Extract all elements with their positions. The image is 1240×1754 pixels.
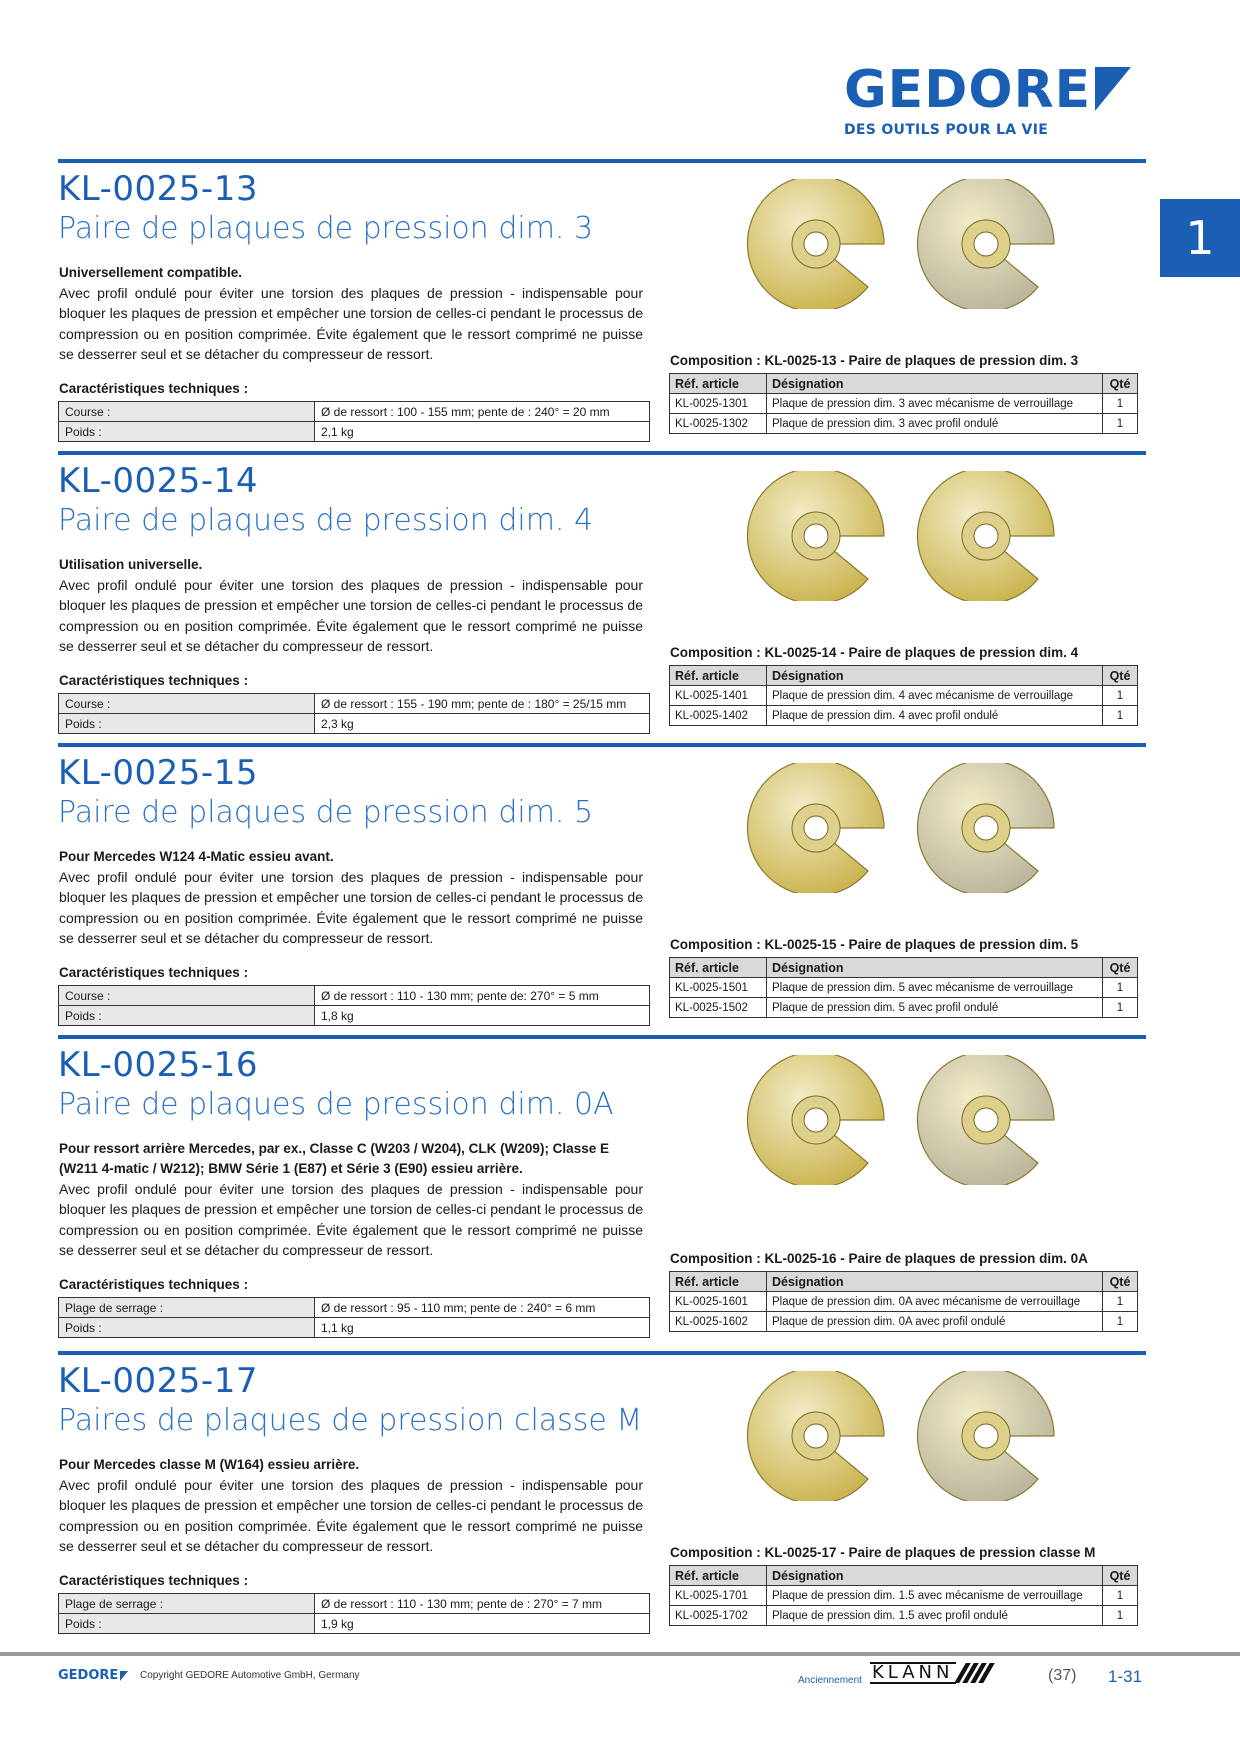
footer-logo <box>58 1668 128 1683</box>
formerly-label: Anciennement <box>798 1675 862 1686</box>
col-designation-header: Désignation <box>767 1272 1103 1292</box>
specs-table <box>58 985 650 1026</box>
article-qty: 1 <box>1103 978 1138 998</box>
spec-row <box>59 986 650 1006</box>
article-ref: KL-0025-1302 <box>670 414 767 434</box>
specs-table <box>58 1593 650 1634</box>
article-qty: 1 <box>1103 1606 1138 1626</box>
composition-row <box>670 1606 1138 1626</box>
spec-row <box>59 1614 650 1634</box>
article-designation: Plaque de pression dim. 0A avec mécanisme de verrouillage <box>767 1292 1103 1312</box>
composition-header-row <box>670 1566 1138 1586</box>
composition-row <box>670 414 1138 434</box>
spec-value: Ø de ressort : 110 - 130 mm; pente de : 270° = 7 mm <box>315 1594 650 1614</box>
article-qty: 1 <box>1103 998 1138 1018</box>
spec-key: Poids : <box>59 1006 315 1026</box>
specs-table <box>58 1297 650 1338</box>
composition-title: Composition : KL-0025-15 - Paire de plaques de pression dim. 5 <box>670 937 1079 952</box>
col-ref-header: Réf. article <box>670 958 767 978</box>
article-designation: Plaque de pression dim. 4 avec profil ondulé <box>767 706 1103 726</box>
article-designation: Plaque de pression dim. 4 avec mécanisme de verrouillage <box>767 686 1103 706</box>
article-ref: KL-0025-1502 <box>670 998 767 1018</box>
spec-value: Ø de ressort : 155 - 190 mm; pente de : 180° = 25/15 mm <box>315 694 650 714</box>
composition-title: Composition : KL-0025-14 - Paire de plaques de pression dim. 4 <box>670 645 1079 660</box>
plate-wave-image-1 <box>906 471 1066 601</box>
col-ref-header: Réf. article <box>670 1566 767 1586</box>
spec-key: Poids : <box>59 1614 315 1634</box>
col-designation-header: Désignation <box>767 1566 1103 1586</box>
article-qty: 1 <box>1103 414 1138 434</box>
spec-value: 1,9 kg <box>315 1614 650 1634</box>
product-lead: Universellement compatible. <box>59 265 243 280</box>
product-title: Paire de plaques de pression dim. 3 <box>58 211 594 246</box>
spec-row <box>59 694 650 714</box>
copyright-text: Copyright GEDORE Automotive GmbH, Germany <box>140 1670 360 1681</box>
col-ref-header: Réf. article <box>670 666 767 686</box>
product-description: Avec profil ondulé pour éviter une torsion des plaques de pression - indispensable pour bloquer les plaques de pression et empêcher une torsion de celles-ci pendant le processus de compression ou en position comprimée. Évite également que le ressort comprimé ne puisse se desserrer seul et se détacher du compresseur de ressort. <box>59 1181 643 1258</box>
spec-row <box>59 1298 650 1318</box>
spec-row <box>59 1006 650 1026</box>
col-qty-header: Qté <box>1103 1272 1138 1292</box>
composition-table <box>669 1271 1138 1332</box>
composition-header-row <box>670 666 1138 686</box>
product-photos <box>736 1371 1076 1501</box>
specs-table <box>58 401 650 442</box>
klann-stripes-icon <box>960 1663 992 1683</box>
spec-value: Ø de ressort : 110 - 130 mm; pente de: 270° = 5 mm <box>315 986 650 1006</box>
product-title: Paire de plaques de pression dim. 5 <box>58 795 594 830</box>
composition-header-row <box>670 958 1138 978</box>
spec-value: Ø de ressort : 95 - 110 mm; pente de : 240° = 6 mm <box>315 1298 650 1318</box>
article-designation: Plaque de pression dim. 3 avec mécanisme de verrouillage <box>767 394 1103 414</box>
product-section <box>0 743 1240 1033</box>
composition-row <box>670 1312 1138 1332</box>
gedore-logo <box>844 62 1144 138</box>
plate-locking-image-0 <box>736 179 896 309</box>
article-designation: Plaque de pression dim. 1.5 avec mécanisme de verrouillage <box>767 1586 1103 1606</box>
spec-value: Ø de ressort : 100 - 155 mm; pente de : 240° = 20 mm <box>315 402 650 422</box>
article-qty: 1 <box>1103 394 1138 414</box>
article-qty: 1 <box>1103 1312 1138 1332</box>
brand-flag-icon <box>1095 67 1131 111</box>
product-section <box>0 159 1240 449</box>
spec-row <box>59 402 650 422</box>
article-ref: KL-0025-1701 <box>670 1586 767 1606</box>
col-ref-header: Réf. article <box>670 374 767 394</box>
chapter-tab[interactable]: 1 <box>1160 199 1240 277</box>
product-description: Avec profil ondulé pour éviter une torsion des plaques de pression - indispensable pour bloquer les plaques de pression et empêcher une torsion de celles-ci pendant le processus de compression ou en position comprimée. Évite également que le ressort comprimé ne puisse se desserrer seul et se détacher du compresseur de ressort. <box>59 869 643 946</box>
article-qty: 1 <box>1103 1586 1138 1606</box>
plate-wave-image-3 <box>906 1055 1066 1185</box>
product-code: KL-0025-14 <box>58 461 258 501</box>
article-designation: Plaque de pression dim. 0A avec profil ondulé <box>767 1312 1103 1332</box>
footer-brand: GEDORE <box>58 1668 119 1683</box>
composition-title: Composition : KL-0025-13 - Paire de plaques de pression dim. 3 <box>670 353 1079 368</box>
section-divider <box>58 159 1146 163</box>
footer-flag-icon <box>120 1671 128 1681</box>
product-code: KL-0025-17 <box>58 1361 258 1401</box>
product-code: KL-0025-13 <box>58 169 258 209</box>
product-code: KL-0025-15 <box>58 753 258 793</box>
product-title: Paire de plaques de pression dim. 0A <box>58 1087 614 1122</box>
product-section <box>0 451 1240 741</box>
specs-heading: Caractéristiques techniques : <box>59 381 249 396</box>
composition-row <box>670 1586 1138 1606</box>
composition-table <box>669 957 1138 1018</box>
product-lead: Utilisation universelle. <box>59 557 203 572</box>
product-description: Avec profil ondulé pour éviter une torsion des plaques de pression - indispensable pour bloquer les plaques de pression et empêcher une torsion de celles-ci pendant le processus de compression ou en position comprimée. Évite également que le ressort comprimé ne puisse se desserrer seul et se détacher du compresseur de ressort. <box>59 577 643 654</box>
col-qty-header: Qté <box>1103 666 1138 686</box>
composition-row <box>670 1292 1138 1312</box>
product-description: Avec profil ondulé pour éviter une torsion des plaques de pression - indispensable pour bloquer les plaques de pression et empêcher une torsion de celles-ci pendant le processus de compression ou en position comprimée. Évite également que le ressort comprimé ne puisse se desserrer seul et se détacher du compresseur de ressort. <box>59 285 643 362</box>
col-qty-header: Qté <box>1103 1566 1138 1586</box>
article-ref: KL-0025-1402 <box>670 706 767 726</box>
article-ref: KL-0025-1601 <box>670 1292 767 1312</box>
specs-heading: Caractéristiques techniques : <box>59 1277 249 1292</box>
product-section <box>0 1035 1240 1335</box>
spec-row <box>59 1594 650 1614</box>
spec-value: 1,8 kg <box>315 1006 650 1026</box>
plate-locking-image-3 <box>736 1055 896 1185</box>
col-qty-header: Qté <box>1103 374 1138 394</box>
product-title: Paires de plaques de pression classe M <box>58 1403 643 1438</box>
composition-row <box>670 978 1138 998</box>
article-qty: 1 <box>1103 1292 1138 1312</box>
composition-header-row <box>670 374 1138 394</box>
product-lead: Pour ressort arrière Mercedes, par ex., Classe C (W203 / W204), CLK (W209); Classe E (W211 4-matic / W212); BMW Série 1 (E87) et Série 3 (E90) essieu arrière. <box>59 1141 609 1176</box>
product-photos <box>736 179 1076 309</box>
col-designation-header: Désignation <box>767 666 1103 686</box>
composition-table <box>669 665 1138 726</box>
spec-key: Poids : <box>59 1318 315 1338</box>
old-page-number: (37) <box>1048 1667 1077 1684</box>
product-description: Avec profil ondulé pour éviter une torsion des plaques de pression - indispensable pour bloquer les plaques de pression et empêcher une torsion de celles-ci pendant le processus de compression ou en position comprimée. Évite également que le ressort comprimé ne puisse se desserrer seul et se détacher du compresseur de ressort. <box>59 1477 643 1554</box>
spec-row <box>59 422 650 442</box>
col-qty-header: Qté <box>1103 958 1138 978</box>
article-designation: Plaque de pression dim. 5 avec profil ondulé <box>767 998 1103 1018</box>
product-lead: Pour Mercedes classe M (W164) essieu arrière. <box>59 1457 360 1472</box>
spec-value: 2,3 kg <box>315 714 650 734</box>
spec-key: Poids : <box>59 422 315 442</box>
article-ref: KL-0025-1501 <box>670 978 767 998</box>
klann-logo <box>870 1662 992 1684</box>
product-section <box>0 1351 1240 1641</box>
plate-locking-image-4 <box>736 1371 896 1501</box>
plate-wave-image-0 <box>906 179 1066 309</box>
section-divider <box>58 743 1146 747</box>
article-designation: Plaque de pression dim. 1.5 avec profil ondulé <box>767 1606 1103 1626</box>
composition-row <box>670 706 1138 726</box>
product-lead: Pour Mercedes W124 4-Matic essieu avant. <box>59 849 334 864</box>
product-title: Paire de plaques de pression dim. 4 <box>58 503 594 538</box>
klann-text: KLANN <box>872 1662 954 1683</box>
composition-row <box>670 998 1138 1018</box>
section-divider <box>58 1351 1146 1355</box>
article-ref: KL-0025-1602 <box>670 1312 767 1332</box>
footer-divider <box>0 1652 1240 1656</box>
brand-name: GEDORE <box>844 60 1092 120</box>
article-designation: Plaque de pression dim. 3 avec profil ondulé <box>767 414 1103 434</box>
specs-heading: Caractéristiques techniques : <box>59 673 249 688</box>
product-photos <box>736 471 1076 601</box>
product-code: KL-0025-16 <box>58 1045 258 1085</box>
page-number: 1-31 <box>1108 1667 1143 1686</box>
section-divider <box>58 451 1146 455</box>
plate-locking-image-2 <box>736 763 896 893</box>
spec-key: Course : <box>59 986 315 1006</box>
spec-key: Poids : <box>59 714 315 734</box>
specs-heading: Caractéristiques techniques : <box>59 965 249 980</box>
composition-title: Composition : KL-0025-17 - Paire de plaques de pression classe M <box>670 1545 1096 1560</box>
spec-value: 2,1 kg <box>315 422 650 442</box>
plate-wave-image-2 <box>906 763 1066 893</box>
col-designation-header: Désignation <box>767 374 1103 394</box>
brand-tagline: DES OUTILS POUR LA VIE <box>844 122 1049 138</box>
article-designation: Plaque de pression dim. 5 avec mécanisme de verrouillage <box>767 978 1103 998</box>
spec-key: Plage de serrage : <box>59 1298 315 1318</box>
specs-heading: Caractéristiques techniques : <box>59 1573 249 1588</box>
composition-title: Composition : KL-0025-16 - Paire de plaques de pression dim. 0A <box>670 1251 1088 1266</box>
col-designation-header: Désignation <box>767 958 1103 978</box>
composition-header-row <box>670 1272 1138 1292</box>
specs-table <box>58 693 650 734</box>
product-photos <box>736 763 1076 893</box>
section-divider <box>58 1035 1146 1039</box>
spec-value: 1,1 kg <box>315 1318 650 1338</box>
col-ref-header: Réf. article <box>670 1272 767 1292</box>
plate-locking-image-1 <box>736 471 896 601</box>
article-ref: KL-0025-1301 <box>670 394 767 414</box>
article-qty: 1 <box>1103 686 1138 706</box>
spec-row <box>59 1318 650 1338</box>
article-qty: 1 <box>1103 706 1138 726</box>
composition-table <box>669 1565 1138 1626</box>
composition-row <box>670 686 1138 706</box>
spec-key: Course : <box>59 402 315 422</box>
product-photos <box>736 1055 1076 1185</box>
spec-key: Course : <box>59 694 315 714</box>
spec-key: Plage de serrage : <box>59 1594 315 1614</box>
spec-row <box>59 714 650 734</box>
composition-table <box>669 373 1138 434</box>
plate-wave-image-4 <box>906 1371 1066 1501</box>
article-ref: KL-0025-1702 <box>670 1606 767 1626</box>
composition-row <box>670 394 1138 414</box>
article-ref: KL-0025-1401 <box>670 686 767 706</box>
